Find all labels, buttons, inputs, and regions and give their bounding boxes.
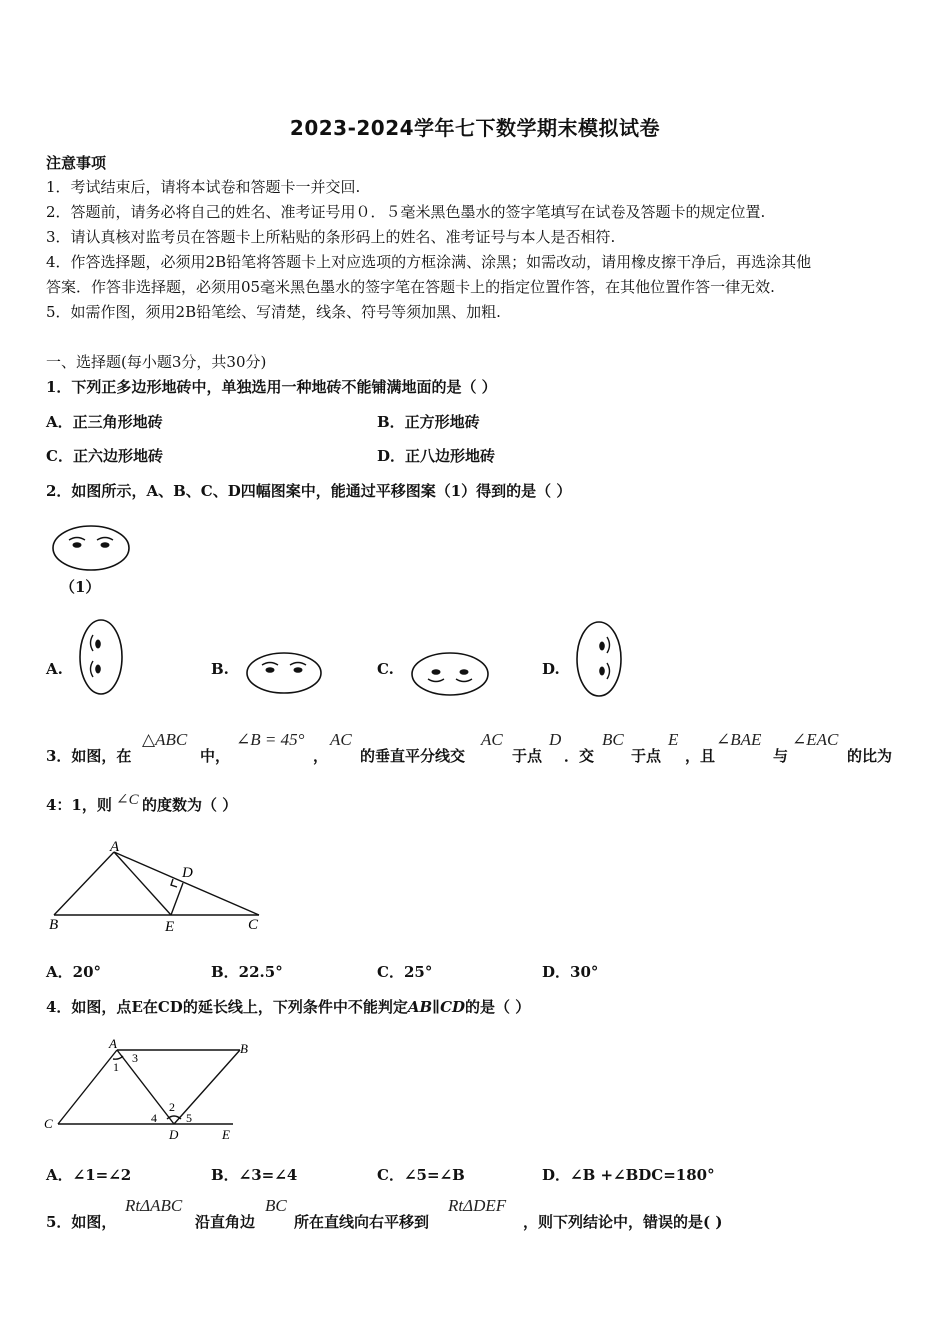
q3-text: 的垂直平分线交 [360, 747, 466, 765]
q3-text: ．交 [564, 747, 595, 765]
q2-option-b-label: B. [211, 660, 229, 678]
q2-figure-1 [50, 522, 134, 574]
q3-label-b: B [49, 917, 59, 933]
q5-text: 5．如图， [46, 1213, 117, 1231]
q5-text: 所在直线向右平移到 [294, 1213, 430, 1231]
q3-option-c: C．25° [377, 963, 433, 981]
q3-text: 中， [200, 747, 231, 765]
q5-text: 沿直角边 [195, 1213, 256, 1231]
q5-math: RtΔABC [125, 1196, 183, 1215]
q3-text: 的比为 [847, 747, 893, 765]
question-2-stem: 2．如图所示，A、B、C、D四幅图案中，能通过平移图案（1）得到的是（ ） [46, 482, 572, 500]
q4-angle-2: 2 [169, 1100, 175, 1114]
q4-option-b: B．∠3=∠4 [211, 1166, 298, 1184]
q5-math: BC [265, 1196, 287, 1215]
q1-option-c: C．正六边形地砖 [46, 447, 163, 465]
q2-option-b-figure [244, 650, 324, 696]
page-title: 2023-2024学年七下数学期末模拟试卷 [289, 116, 661, 140]
q3-figure [44, 836, 274, 936]
section-heading: 一、选择题(每小题3分，共30分) [46, 353, 267, 371]
q5-text: ，则下列结论中，错误的是( ) [523, 1213, 723, 1231]
q2-option-c-label: C. [377, 660, 394, 678]
q4-stem-math: AB∥CD [407, 998, 466, 1016]
q3-math: △ABC [142, 730, 188, 749]
notice-line: 1．考试结束后，请将本试卷和答题卡一并交回. [46, 178, 361, 196]
notice-line: 5．如需作图，须用2B铅笔绘、写清楚，线条、符号等须加黑、加粗. [46, 303, 501, 321]
q3-math: AC [330, 730, 352, 749]
q3-math: D [549, 730, 562, 749]
q4-stem-text: 4．如图，点E在CD的延长线上，下列条件中不能判定 [46, 998, 408, 1016]
q1-option-d: D．正八边形地砖 [377, 447, 496, 465]
q4-label-c: C [44, 1116, 53, 1131]
q3-label-c: C [248, 917, 259, 933]
q3-label-a: A [110, 839, 120, 855]
notice-line: 3．请认真核对监考员在答题卡上所粘贴的条形码上的姓名、准考证号与本人是否相符. [46, 228, 616, 246]
q3-text: ，且 [685, 747, 716, 765]
q4-stem-text: 的是（ ） [465, 998, 531, 1016]
q4-angle-4: 4 [151, 1111, 157, 1125]
q4-option-a: A．∠1=∠2 [46, 1166, 132, 1184]
q4-label-a: A [109, 1036, 117, 1051]
q3-option-d: D．30° [542, 963, 599, 981]
q4-option-c: C．∠5=∠B [377, 1166, 465, 1184]
q3-label-e: E [165, 919, 175, 935]
notice-line: 答案．作答非选择题，必须用05毫米黑色墨水的签字笔在答题卡上的指定位置作答，在其他位置作答一律无效. [46, 278, 775, 296]
q3-math: ∠BAE [716, 730, 762, 749]
q3-text: 于点 [512, 747, 543, 765]
q3-math: AC [481, 730, 503, 749]
q3-line2: 的度数为（ ） [142, 796, 238, 814]
q2-option-d-label: D. [542, 660, 560, 678]
q3-option-a: A．20° [46, 963, 102, 981]
q4-figure [40, 1034, 290, 1144]
q3-math: ∠C [116, 792, 139, 808]
q1-option-a: A．正三角形地砖 [46, 413, 163, 431]
q3-math: ∠B = 45° [236, 730, 305, 749]
q4-option-d: D．∠B +∠BDC=180° [542, 1166, 715, 1184]
q3-text: 与 [773, 747, 789, 765]
q4-label-e: E [222, 1127, 230, 1142]
q2-option-a-label: A. [46, 660, 63, 678]
q4-label-b: B [240, 1041, 248, 1056]
q4-angle-3: 3 [132, 1051, 138, 1065]
notice-line: 2．答题前，请务必将自己的姓名、准考证号用０．５毫米黑色墨水的签字笔填写在试卷及答题卡的规定位置. [46, 203, 766, 221]
q3-label-d: D [182, 865, 193, 881]
q2-option-d-figure [572, 619, 626, 699]
q3-math: ∠EAC [792, 730, 839, 749]
q2-option-a-figure [76, 617, 126, 697]
notice-line: 4．作答选择题，必须用2B铅笔将答题卡上对应选项的方框涂满、涂黑；如需改动，请用橡皮擦干净后，再选涂其他 [46, 253, 812, 271]
q4-angle-1: 1 [113, 1060, 119, 1074]
q3-math: E [668, 730, 679, 749]
notice-heading: 注意事项 [46, 154, 107, 172]
q3-line2: 4：1，则 [46, 796, 112, 814]
q4-angle-5: 5 [186, 1111, 192, 1125]
q3-text: 3．如图，在 [46, 747, 132, 765]
q4-stem [46, 996, 530, 1017]
q3-text: ， [313, 747, 329, 765]
q2-option-c-figure [409, 650, 491, 698]
q3-text: 于点 [631, 747, 662, 765]
q3-math: BC [602, 730, 624, 749]
question-1-stem: 1．下列正多边形地砖中，单独选用一种地砖不能铺满地面的是（ ） [46, 378, 497, 396]
q1-option-b: B．正方形地砖 [377, 413, 480, 431]
q4-label-d: D [169, 1127, 179, 1142]
q2-figure-label: （1） [60, 578, 101, 596]
q3-option-b: B．22.5° [211, 963, 283, 981]
q5-math: RtΔDEF [448, 1196, 507, 1215]
